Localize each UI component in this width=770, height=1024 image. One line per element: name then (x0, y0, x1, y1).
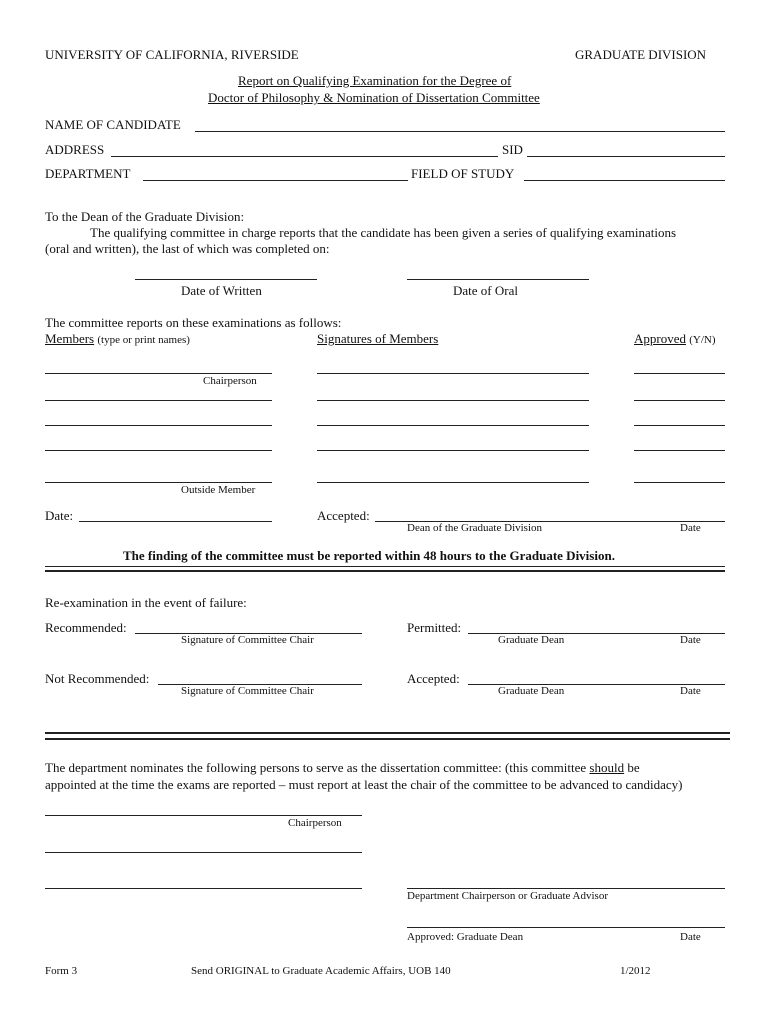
graduate-dean-caption: Graduate Dean (498, 634, 565, 646)
dept-chair-signature-field[interactable] (407, 871, 725, 889)
date-oral-caption: Date of Oral (453, 283, 518, 298)
division-name: GRADUATE DIVISION (575, 47, 707, 62)
member-signature-field-4[interactable] (317, 433, 589, 451)
permitted-signature-field[interactable] (468, 616, 725, 634)
date-written-field[interactable] (135, 262, 317, 280)
member-name-field-2[interactable] (45, 383, 272, 401)
committee-date-label: Date: (45, 508, 74, 523)
form-title-line1: Report on Qualifying Examination for the Degree of (238, 73, 512, 88)
not-recommended-signature-field[interactable] (158, 667, 362, 685)
reexam-accepted-signature-field[interactable] (468, 667, 725, 685)
permitted-date-caption: Date (680, 634, 701, 646)
approved-dean-caption: Approved: Graduate Dean (407, 931, 524, 943)
field-of-study-label: FIELD OF STUDY (411, 166, 515, 181)
members-heading: Members (type or print names) (45, 331, 190, 346)
nomination-line2: appointed at the time the exams are reported – must report at least the chair of the committee to be advanced to candidacy) (45, 777, 683, 792)
date-oral-field[interactable] (407, 262, 589, 280)
sid-label: SID (502, 142, 523, 157)
committee-date-field[interactable] (79, 504, 272, 522)
nomination-line1: The department nominates the following persons to serve as the dissertation committee: (this committee should be (45, 760, 640, 775)
department-label: DEPARTMENT (45, 166, 131, 181)
sig-chair-caption: Signature of Committee Chair (181, 634, 314, 646)
intro-line1: The qualifying committee in charge reports that the candidate has been given a series of qualifying examinations (90, 225, 677, 240)
recommended-signature-field[interactable] (135, 616, 362, 634)
candidate-name-field[interactable] (195, 114, 725, 132)
approved-heading: Approved (Y/N) (634, 331, 716, 346)
reexam-heading: Re-examination in the event of failure: (45, 595, 247, 610)
reexam-accepted-label: Accepted: (407, 671, 460, 686)
member-signature-field-outside[interactable] (317, 465, 589, 483)
accepted-date-caption: Date (680, 522, 701, 534)
department-field[interactable] (143, 163, 408, 181)
dean-caption: Dean of the Graduate Division (407, 522, 543, 534)
graduate-dean-caption: Graduate Dean (498, 685, 565, 697)
member-approved-field-2[interactable] (634, 383, 725, 401)
salutation: To the Dean of the Graduate Division: (45, 209, 245, 224)
member-approved-field-3[interactable] (634, 408, 725, 426)
nominee-chairperson-caption: Chairperson (288, 817, 342, 829)
approved-dean-date-caption: Date (680, 931, 701, 943)
member-approved-field-outside[interactable] (634, 465, 725, 483)
field-of-study-field[interactable] (524, 163, 725, 181)
nominee-field-chair[interactable] (45, 798, 362, 816)
date-written-caption: Date of Written (181, 283, 262, 298)
approved-dean-signature-field[interactable] (407, 910, 725, 928)
address-field[interactable] (111, 139, 498, 157)
member-signature-field-chair[interactable] (317, 356, 589, 374)
chairperson-caption: Chairperson (203, 375, 257, 387)
dept-chair-caption: Department Chairperson or Graduate Advisor (407, 890, 608, 902)
member-signature-field-3[interactable] (317, 408, 589, 426)
nominee-field-2[interactable] (45, 835, 362, 853)
send-instructions: Send ORIGINAL to Graduate Academic Affairs, UOB 140 (191, 965, 451, 977)
intro-line2: (oral and written), the last of which was completed on: (45, 241, 330, 256)
accepted-field[interactable] (375, 504, 725, 522)
university-name: UNIVERSITY OF CALIFORNIA, RIVERSIDE (45, 47, 299, 62)
committee-reports-text: The committee reports on these examinations as follows: (45, 315, 342, 330)
address-label: ADDRESS (45, 142, 105, 157)
thick-divider (45, 732, 730, 740)
form-title-line2: Doctor of Philosophy & Nomination of Dissertation Committee (208, 90, 540, 105)
member-approved-field-4[interactable] (634, 433, 725, 451)
outside-member-caption: Outside Member (181, 484, 256, 496)
revision-date: 1/2012 (620, 965, 651, 977)
member-approved-field-chair[interactable] (634, 356, 725, 374)
reexam-accepted-date-caption: Date (680, 685, 701, 697)
recommended-label: Recommended: (45, 620, 127, 635)
member-name-field-outside[interactable] (45, 465, 272, 483)
member-signature-field-2[interactable] (317, 383, 589, 401)
not-recommended-label: Not Recommended: (45, 671, 150, 686)
sid-field[interactable] (527, 139, 725, 157)
candidate-name-label: NAME OF CANDIDATE (45, 117, 181, 132)
accepted-label: Accepted: (317, 508, 370, 523)
permitted-label: Permitted: (407, 620, 462, 635)
member-name-field-chair[interactable] (45, 356, 272, 374)
notice-48-hours: The finding of the committee must be reported within 48 hours to the Graduate Division. (123, 548, 615, 563)
divider (45, 566, 725, 572)
member-name-field-4[interactable] (45, 433, 272, 451)
member-name-field-3[interactable] (45, 408, 272, 426)
signatures-heading: Signatures of Members (317, 331, 439, 346)
sig-chair-caption: Signature of Committee Chair (181, 685, 314, 697)
form-number: Form 3 (45, 965, 78, 977)
nominee-field-3[interactable] (45, 871, 362, 889)
